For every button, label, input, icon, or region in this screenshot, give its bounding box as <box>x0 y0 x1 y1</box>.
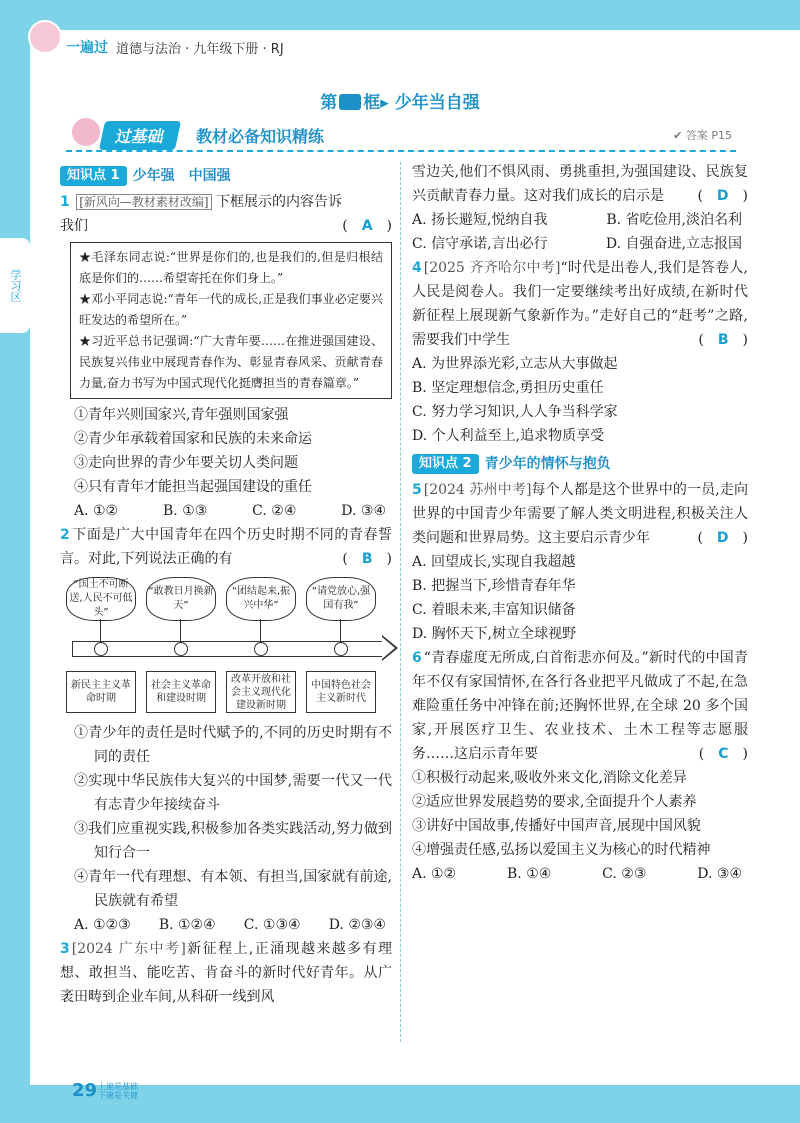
knowledge-point-2: 知识点 2 青少年的情怀与抱负 <box>412 452 748 476</box>
q3-source: [2024 广东中考] <box>71 941 186 957</box>
q5-answer: D <box>716 530 729 546</box>
q2-options: A. ①②③ B. ①②④ C. ①③④ D. ②③④ <box>74 917 386 933</box>
q1-source: [新风向—教材素材改编] <box>76 194 211 210</box>
answer-reference: ✔ 答案 P15 <box>673 129 732 142</box>
period-3: 改革开放和社会主义现代化建设新时期 <box>226 671 296 713</box>
period-1: 新民主主义革命时期 <box>66 671 136 713</box>
question-5: 5 [2024 苏州中考]每个人都是这个世界中的一员,走向世界的中国青少年需要了解人类文明进程,积极关注人类问题和世界局势。这主要启示青少年 ( D ) A. 回望成长,实现自我超越 B. 把握当下,珍惜青春年华 C. 着眼未来,丰富知识储备 D. 胸怀天下,树立全球视野 <box>412 482 748 642</box>
slogan-1: “国土不可断送,人民不可低头” <box>66 577 136 621</box>
q6-answer: C <box>718 746 729 762</box>
slogan-4: “请党放心,强国有我” <box>306 577 376 621</box>
mascot-logo-icon <box>28 20 62 54</box>
page-number: 29 <box>72 1080 98 1101</box>
section-divider <box>66 150 736 152</box>
running-header <box>36 34 284 60</box>
slogan-3: “团结起来,振兴中华” <box>226 577 296 621</box>
question-1: 1 [新风向—教材素材改编] 下框展示的内容告诉 我们 ( A ) ★毛泽东同志说:“世界是你们的,也是我们的,但是归根结底是你们的……希望寄托在你们身上。” ★邓小平同志说:“青年一代的成长,正是我们事业必定要兴旺发达的希望所在。” ★习近平总书记强调:“广大青年要……在推进强国建设、民族复兴伟业中展现青春作为、彰显青春风采、贡献青春力量,奋力书写为中国式现代化挺膺担当的青春篇章。” ①青年兴则国家兴,青年强则国家强 ②青少年承载着国家和民族的未来命运 ③走向世界的青少年要关切人类问题 ④只有青年才能担当起强国建设的重任 A. ①② B. ①③ C. ②④ D. ③④ <box>60 190 392 523</box>
knowledge-point-1: 知识点 1 少年强 中国强 <box>60 164 392 188</box>
breadcrumb: 道德与法治 · 九年级下册 · RJ <box>116 41 284 57</box>
period-4: 中国特色社会主义新时代 <box>306 671 376 713</box>
q5-source: [2024 苏州中考] <box>423 482 532 498</box>
side-tab: 学习区 <box>0 238 30 333</box>
book-icon <box>339 94 361 110</box>
series-name: 一遍过 <box>66 40 108 56</box>
period-2: 社会主义革命和建设时期 <box>146 671 216 713</box>
q3-answer: D <box>716 188 729 204</box>
left-band <box>0 30 30 1090</box>
section-tag: 过基础 <box>99 121 181 150</box>
question-3-cont: 雪边关,他们不惧风雨、勇挑重担,为强国建设、民族复兴贡献青春力量。这对我们成长的启示是 ( D ) A. 扬长避短,悦纳自我 B. 省吃俭用,淡泊名利 C. 信守承诺,言出必行 D. 自强奋进,立志报国 <box>412 164 748 252</box>
q1-quote-box: ★毛泽东同志说:“世界是你们的,也是我们的,但是归根结底是你们的……希望寄托在你们身上。” ★邓小平同志说:“青年一代的成长,正是我们事业必定要兴旺发达的希望所在。” ★习近平总书记强调:“广大青年要……在推进强国建设、民族复兴伟业中展现青春作为、彰显青春风采、贡献青春力量,奋力书写为中国式现代化挺膺担当的青春篇章。” <box>70 242 392 399</box>
column-divider <box>400 162 401 1042</box>
q1-answer: A <box>361 218 373 234</box>
question-4: 4 [2025 齐齐哈尔中考]“时代是出卷人,我们是答卷人,人民是阅卷人。我们一定要继续考出好成绩,在新时代新征程上展现新气象新作为。”走好自己的“赶考”之路,需要我们中学生 ( B ) A. 为世界添光彩,立志从大事做起 B. 坚定理想信念,勇担历史重任 C. 努力学习知识,人人争当科学家 D. 个人利益至上,追求物质享受 <box>412 260 748 444</box>
q2-answer: B <box>361 551 373 567</box>
right-column <box>412 160 748 886</box>
q6-options: A. ①② B. ①④ C. ②③ D. ③④ <box>412 866 742 882</box>
question-6: 6 “青春虚度无所成,白首衔悲亦何及。”新时代的中国青年不仅有家国情怀,在各行各业把平凡做成了不起,在急难险重任务中冲锋在前;还胸怀世界,在全球 20 多个国家,开展医疗卫生、农业技术、土木工程等志愿服务……这启示青年要 ( C ) ①积极行动起来,吸收外来文化,消除文化差异 ②适应世界发展趋势的要求,全面提升个人素养 ③讲好中国故事,传播好中国声音,展现中国风貌 ④增强责任感,弘扬以爱国主义为核心的时代精神 A. ①② B. ①④ C. ②③ D. ③④ <box>412 646 748 886</box>
frame-title-text: 少年当自强 <box>394 93 480 113</box>
frame-title: 第 框▸ 少年当自强 <box>320 93 480 113</box>
question-2: 2 下面是广大中国青年在四个历史时期不同的青春誓言。对此,下列说法正确的有 ( B ) “国土不可断送,人民不可低头” “敢教日月换新天” “团结起来,振兴中华” “请党放心,强国有我” 新民主主义革命时期 社会主义革命和建设时期 改革开放和社会主义现代化建设新时期 中国特色社会主义新时代 ①青少年的责任是时代赋予的,不同的历史时期有不同的责任 ②实现中华民族伟大复兴的中国梦,需要一代又一代有志青少年接续奋斗 ③我们应重视实践,积极参加各类实践活动,努力做到知行合一 ④青年一代有理想、有本领、有担当,国家就有前途,民族就有希望 A. ①②③ B. ①②④ C. ①③④ D. ②③④ <box>60 523 392 937</box>
q1-options: A. ①② B. ①③ C. ②④ D. ③④ <box>74 503 386 519</box>
q4-answer: B <box>717 332 729 348</box>
q4-source: [2025 齐齐哈尔中考] <box>423 260 561 276</box>
page-badge: 上遍是基础 下遍是关键 <box>98 1082 138 1100</box>
left-column <box>60 160 392 1009</box>
question-3: 3 [2024 广东中考]新征程上,正涌现越来越多有理想、敢担当、能吃苦、肯奋斗的新时代好青年。从广袤田畴到企业车间,从科研一线到风 <box>60 941 392 1005</box>
q2-timeline <box>60 577 392 717</box>
slogan-2: “敢教日月换新天” <box>146 577 216 621</box>
section-subtitle: 教材必备知识精练 <box>196 126 325 146</box>
section-bar <box>62 122 732 148</box>
